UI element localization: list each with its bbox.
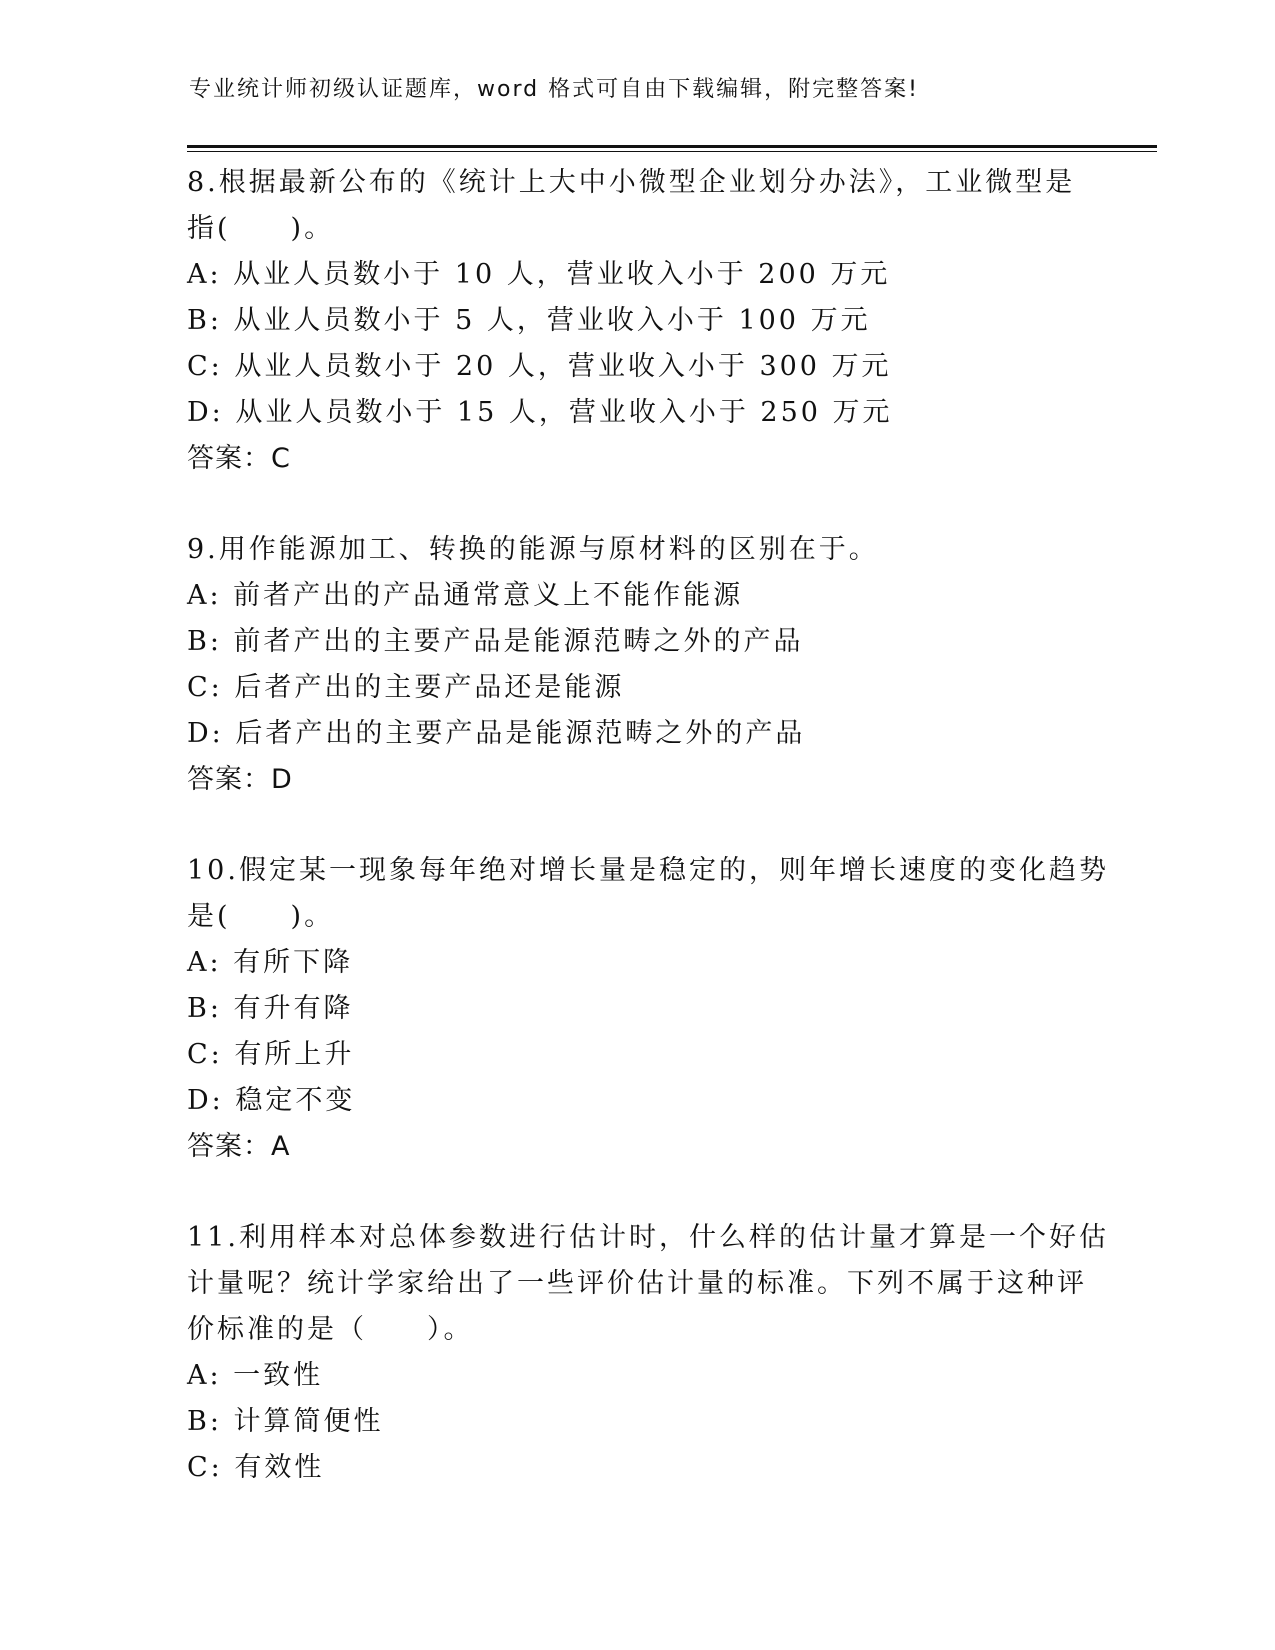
option-b: B: 有升有降 xyxy=(187,993,354,1024)
option-a: A: 有所下降 xyxy=(187,947,354,978)
question-10 xyxy=(187,848,1109,1170)
header-rule-thin xyxy=(187,151,1157,152)
answer-label: 答案：A xyxy=(187,1131,291,1162)
option-c: C: 有效性 xyxy=(187,1452,325,1483)
answer-label: 答案：D xyxy=(187,764,293,795)
question-11 xyxy=(187,1215,1109,1491)
page-header: 专业统计师初级认证题库，word 格式可自由下载编辑，附完整答案! xyxy=(189,77,919,102)
option-d: D: 稳定不变 xyxy=(187,1085,356,1116)
answer-label: 答案：C xyxy=(187,443,291,474)
question-stem: 8.根据最新公布的《统计上大中小微型企业划分办法》，工业微型是 xyxy=(187,167,1076,198)
option-c: C: 从业人员数小于 20 人，营业收入小于 300 万元 xyxy=(187,351,892,382)
option-d: D: 后者产出的主要产品是能源范畴之外的产品 xyxy=(187,718,806,749)
question-stem: 指( )。 xyxy=(187,213,335,244)
option-b: B: 从业人员数小于 5 人，营业收入小于 100 万元 xyxy=(187,305,871,336)
option-d: D: 从业人员数小于 15 人，营业收入小于 250 万元 xyxy=(187,397,893,428)
question-9 xyxy=(187,527,1087,803)
option-c: C: 有所上升 xyxy=(187,1039,355,1070)
question-stem: 10.假定某一现象每年绝对增长量是稳定的，则年增长速度的变化趋势 xyxy=(187,855,1109,886)
option-b: B: 前者产出的主要产品是能源范畴之外的产品 xyxy=(187,626,804,657)
question-stem: 11.利用样本对总体参数进行估计时，什么样的估计量才算是一个好估 xyxy=(187,1222,1109,1253)
question-list xyxy=(187,160,1109,1536)
option-c: C: 后者产出的主要产品还是能源 xyxy=(187,672,625,703)
question-stem: 9.用作能源加工、转换的能源与原材料的区别在于。 xyxy=(187,534,879,565)
question-stem: 计量呢？统计学家给出了一些评价估计量的标准。下列不属于这种评 xyxy=(187,1268,1087,1299)
option-a: A: 前者产出的产品通常意义上不能作能源 xyxy=(187,580,744,611)
question-8 xyxy=(187,160,1087,482)
question-stem: 价标准的是（ ）。 xyxy=(187,1314,474,1345)
header-rule-thick xyxy=(187,145,1157,148)
option-a: A: 一致性 xyxy=(187,1360,324,1391)
question-stem: 是( )。 xyxy=(187,901,335,932)
option-a: A: 从业人员数小于 10 人，营业收入小于 200 万元 xyxy=(187,259,891,290)
option-b: B: 计算简便性 xyxy=(187,1406,384,1437)
